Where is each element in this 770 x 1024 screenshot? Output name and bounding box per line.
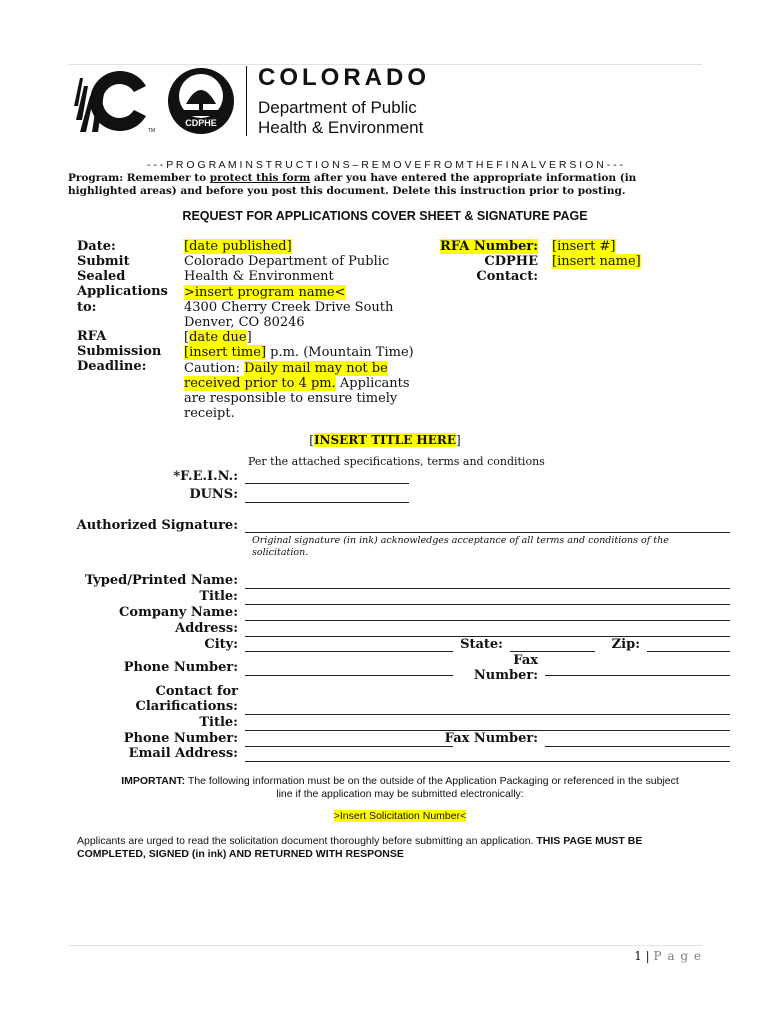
company-input[interactable] bbox=[245, 620, 730, 621]
email-input[interactable] bbox=[245, 761, 730, 762]
date-published[interactable]: [date published] bbox=[184, 239, 292, 254]
protect-form-link[interactable]: protect this form bbox=[209, 172, 311, 184]
auth-sig-input[interactable] bbox=[245, 532, 730, 533]
contact-name-value[interactable]: [insert name] bbox=[552, 254, 641, 270]
insert-time[interactable]: [insert time] bbox=[184, 345, 267, 361]
fax-number-input[interactable] bbox=[545, 746, 730, 747]
important-note: IMPORTANT: The following information must be on the outside of the Application Packaging or referenced in the subject line if the application may be submitted electronically: bbox=[121, 775, 679, 800]
fax-label: Fax Number: bbox=[473, 653, 538, 683]
solicitation-number[interactable]: >Insert Solicitation Number< bbox=[333, 810, 467, 822]
fax-number-label: Fax Number: bbox=[444, 731, 538, 746]
state-input[interactable] bbox=[510, 651, 595, 652]
fax-input[interactable] bbox=[545, 675, 730, 676]
title-label: Title: bbox=[199, 589, 238, 604]
page-footer: 1 | P a g e bbox=[634, 949, 702, 963]
city-label: City: bbox=[204, 637, 238, 652]
phone2-label: Phone Number: bbox=[123, 731, 238, 746]
solicitation-number-wrap bbox=[68, 810, 732, 822]
typed-name-label: Typed/Printed Name: bbox=[84, 573, 238, 588]
instructions-title: - - - P R O G R A M I N S T R U C T I O N S – R E M O V E F R O M T H E F I N A L V E R S I O N - - - bbox=[146, 159, 624, 171]
state-label: State: bbox=[460, 637, 503, 652]
date-due[interactable]: date due bbox=[189, 330, 247, 346]
duns-input[interactable] bbox=[245, 502, 409, 503]
submit-label: Submit Sealed Applications to: bbox=[77, 254, 168, 315]
sig-note: Original signature (in ink) acknowledges acceptance of all terms and conditions of the solicitation. bbox=[252, 535, 669, 558]
svg-text:TM: TM bbox=[148, 128, 156, 134]
logo-divider bbox=[246, 66, 247, 136]
title2-label: Title: bbox=[199, 715, 238, 730]
company-label: Company Name: bbox=[119, 605, 238, 620]
phone2-input[interactable] bbox=[245, 746, 453, 747]
duns-label: DUNS: bbox=[189, 487, 238, 502]
dept-line-1: Department of Public bbox=[258, 98, 417, 117]
insert-title: [INSERT TITLE HERE] bbox=[309, 433, 461, 447]
auth-sig-label: Authorized Signature: bbox=[76, 518, 238, 533]
zip-input[interactable] bbox=[647, 651, 730, 652]
program-name[interactable]: >insert program name< bbox=[184, 284, 346, 300]
seal-text: CDPHE bbox=[185, 118, 217, 128]
typed-name-input[interactable] bbox=[245, 588, 730, 589]
co-logo bbox=[72, 66, 162, 136]
insert-title-text[interactable]: INSERT TITLE HERE bbox=[313, 433, 457, 447]
rfa-number-value[interactable]: [insert #] bbox=[552, 239, 616, 254]
fein-label: *F.E.I.N.: bbox=[173, 469, 238, 484]
rfa-deadline-label: RFA Submission Deadline: bbox=[77, 329, 162, 375]
instructions-body: Program: Remember to protect this form after you have entered the appropriate information (in highlighted areas) and before you post this document. Delete this instruction prior to posting. bbox=[68, 172, 637, 197]
email-label: Email Address: bbox=[128, 746, 238, 761]
phone-label: Phone Number: bbox=[123, 660, 238, 675]
right-values bbox=[552, 239, 641, 269]
date-label: Date: bbox=[77, 239, 116, 254]
agency-name: COLORADO bbox=[258, 64, 430, 91]
cdphe-seal bbox=[166, 66, 236, 136]
address-label: Address: bbox=[175, 621, 238, 636]
phone-input[interactable] bbox=[245, 675, 453, 676]
fein-input[interactable] bbox=[245, 483, 409, 484]
colorado-c-icon bbox=[72, 66, 162, 136]
contact-clar-input[interactable] bbox=[245, 714, 730, 715]
footer-note: Applicants are urged to read the solicitation document thoroughly before submitting an application. THIS PAGE MUST BE COMPLETED, SIGNED (in ink) AND RETURNED WITH RESPONSE bbox=[77, 835, 643, 860]
rfa-number-label: RFA Number: CDPHE Contact: bbox=[440, 239, 538, 285]
title-input[interactable] bbox=[245, 604, 730, 605]
dept-line-2: Health & Environment bbox=[258, 118, 424, 137]
zip-label: Zip: bbox=[611, 637, 640, 652]
city-input[interactable] bbox=[245, 651, 453, 652]
per-attached: Per the attached specifications, terms and conditions bbox=[248, 455, 545, 468]
page-title: REQUEST FOR APPLICATIONS COVER SHEET & SIGNATURE PAGE bbox=[182, 209, 588, 223]
contact-clar-label: Contact for Clarifications: bbox=[135, 684, 238, 714]
left-values: [date published] Colorado Department of Public Health & Environment >insert program name< 4300 Cherry Creek Drive South Denver, CO 80246 [date due] [insert time] p.m. (Mountain Time) Caution: Daily mail may not be received prior to 4 pm. Applicants are responsible to ensure timely receipt. bbox=[184, 239, 414, 422]
bottom-rule bbox=[68, 945, 702, 946]
